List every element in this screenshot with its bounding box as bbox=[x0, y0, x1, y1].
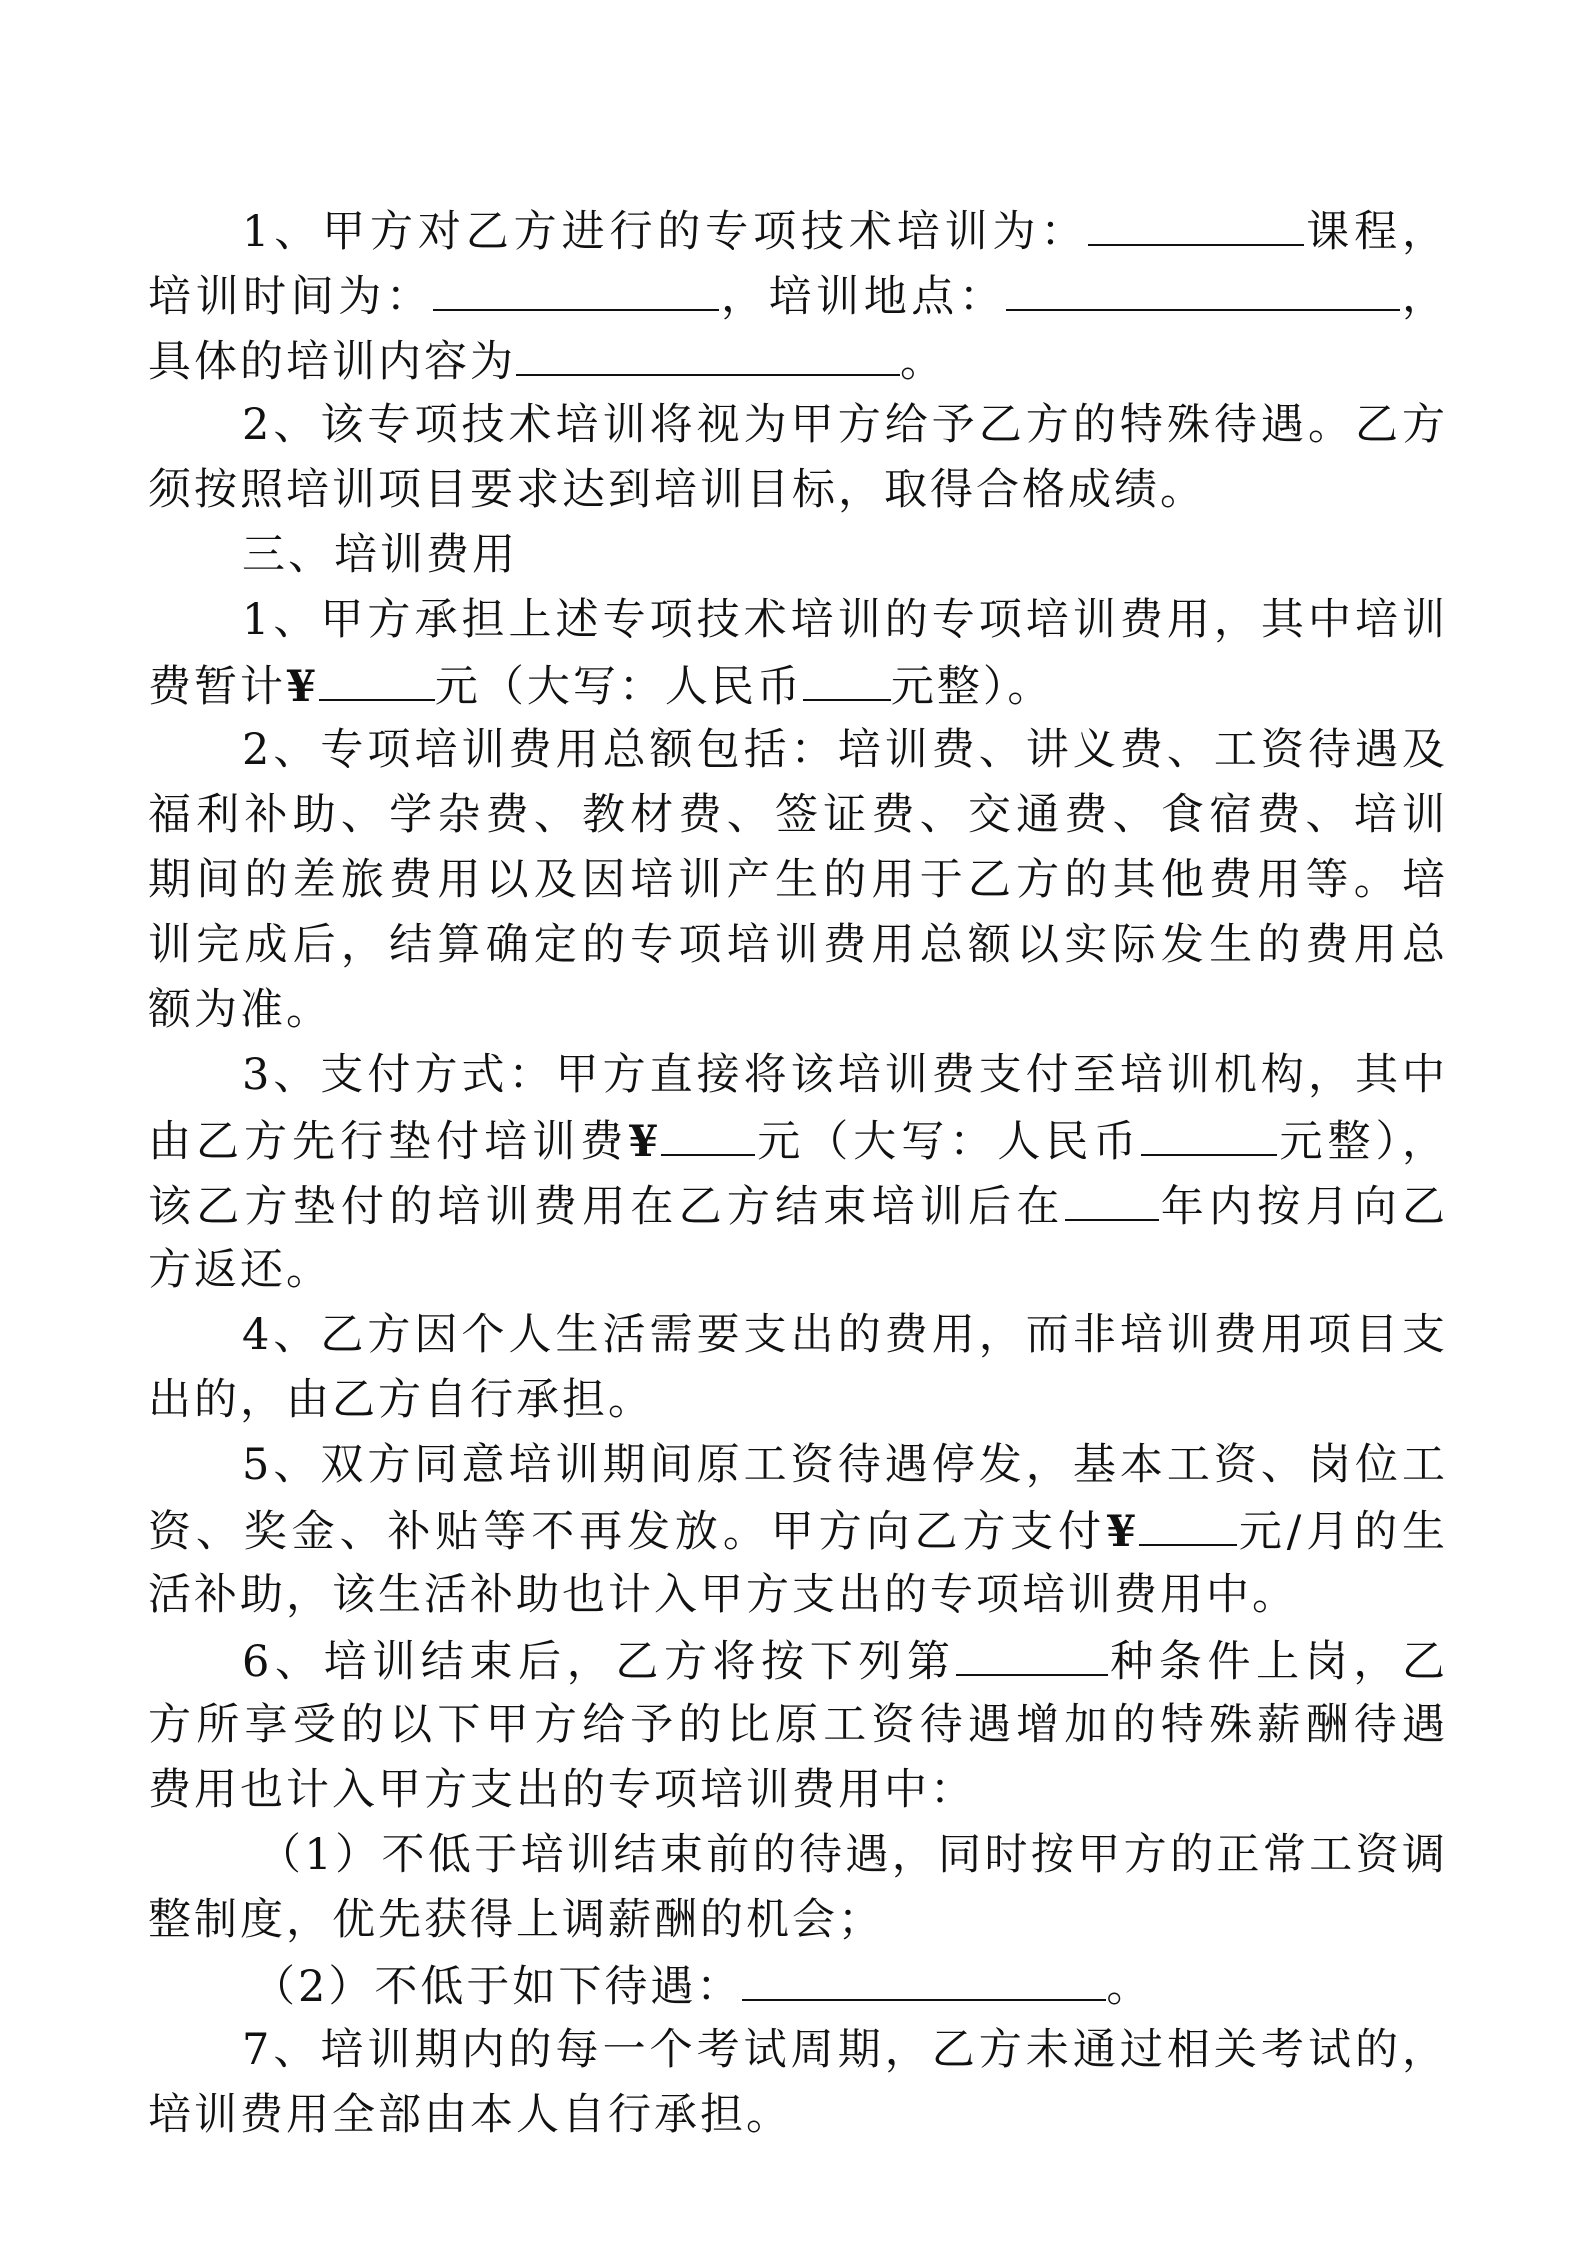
paragraph-line bbox=[148, 1173, 1448, 1238]
fill-in-blank-amount[interactable] bbox=[319, 653, 435, 701]
fill-in-blank-advance-amount[interactable] bbox=[661, 1108, 755, 1156]
text-run: 培训时间为： bbox=[148, 272, 434, 322]
text-run: 元整）， bbox=[1277, 1117, 1449, 1167]
text-run: 。 bbox=[1106, 1962, 1153, 2012]
paragraph-line bbox=[148, 1498, 1448, 1563]
paragraph-line: 福利补助、学杂费、教材费、签证费、交通费、食宿费、培训 bbox=[148, 790, 1448, 840]
fill-in-blank-years[interactable] bbox=[1065, 1173, 1159, 1221]
fill-in-blank-training-location[interactable] bbox=[1006, 263, 1400, 311]
paragraph-line: 2、该专项技术培训将视为甲方给予乙方的特殊待遇。乙方 bbox=[242, 400, 1448, 450]
paragraph-line: 4、乙方因个人生活需要支出的费用，而非培训费用项目支 bbox=[242, 1310, 1448, 1360]
paragraph-line: 整制度，优先获得上调薪酬的机会； bbox=[148, 1895, 884, 1945]
text-run: 资、奖金、补贴等不再发放。甲方向乙方支付 bbox=[148, 1507, 1107, 1557]
text-run: 6、培训结束后，乙方将按下列第 bbox=[242, 1637, 956, 1687]
text-run: 元（大写：人民币 bbox=[755, 1117, 1142, 1167]
paragraph-line bbox=[148, 328, 1448, 393]
paragraph-line bbox=[148, 1108, 1448, 1173]
paragraph-line: 1、甲方承担上述专项技术培训的专项培训费用，其中培训 bbox=[242, 595, 1448, 645]
text-run: 元（大写：人民币 bbox=[434, 662, 803, 712]
paragraph-line: 期间的差旅费用以及因培训产生的用于乙方的其他费用等。培 bbox=[148, 855, 1448, 905]
fill-in-blank-training-content[interactable] bbox=[516, 328, 900, 376]
text-run: 。 bbox=[900, 337, 946, 387]
paragraph-line bbox=[148, 1953, 1448, 2018]
text-run: 费暂计 bbox=[148, 662, 286, 712]
paragraph-line bbox=[148, 1628, 1448, 1693]
text-run: （2）不低于如下待遇： bbox=[252, 1962, 743, 2012]
fill-in-blank-course[interactable] bbox=[1088, 198, 1304, 246]
paragraph-line: （1）不低于培训结束前的待遇，同时按甲方的正常工资调 bbox=[258, 1830, 1448, 1880]
text-run: ， bbox=[1400, 272, 1449, 322]
text-run: 该乙方垫付的培训费用在乙方结束培训后在 bbox=[148, 1182, 1065, 1232]
text-run: 元整）。 bbox=[890, 662, 1054, 712]
fill-in-blank-amount-words[interactable] bbox=[803, 653, 891, 701]
paragraph-line: 费用也计入甲方支出的专项培训费用中： bbox=[148, 1765, 976, 1815]
currency-symbol: ¥ bbox=[628, 1117, 662, 1167]
paragraph-line: 5、双方同意培训期间原工资待遇停发，基本工资、岗位工 bbox=[242, 1440, 1448, 1490]
paragraph-line: 活补助，该生活补助也计入甲方支出的专项培训费用中。 bbox=[148, 1570, 1298, 1620]
currency-symbol: ¥ bbox=[286, 662, 319, 712]
paragraph-line: 训完成后，结算确定的专项培训费用总额以实际发生的费用总 bbox=[148, 920, 1448, 970]
paragraph-line bbox=[148, 263, 1448, 328]
paragraph-line: 出的，由乙方自行承担。 bbox=[148, 1375, 654, 1425]
text-run: 年内按月向乙 bbox=[1158, 1182, 1449, 1232]
document-page bbox=[148, 198, 1449, 2140]
fill-in-blank-advance-amount-words[interactable] bbox=[1141, 1108, 1277, 1156]
text-run: 具体的培训内容为 bbox=[148, 337, 516, 387]
paragraph-line: 须按照培训项目要求达到培训目标，取得合格成绩。 bbox=[148, 465, 1206, 515]
fill-in-blank-training-time[interactable] bbox=[433, 263, 719, 311]
fill-in-blank-other-treatment[interactable] bbox=[742, 1953, 1106, 2001]
paragraph-line: 2、专项培训费用总额包括：培训费、讲义费、工资待遇及 bbox=[242, 725, 1448, 775]
text-run: 种条件上岗，乙 bbox=[1107, 1637, 1449, 1687]
text-run: 元/月的生 bbox=[1236, 1507, 1448, 1557]
text-run: 由乙方先行垫付培训费 bbox=[148, 1117, 629, 1167]
paragraph-line: 3、支付方式：甲方直接将该培训费支付至培训机构，其中 bbox=[242, 1050, 1448, 1100]
paragraph-line: 方所享受的以下甲方给予的比原工资待遇增加的特殊薪酬待遇 bbox=[148, 1700, 1448, 1750]
text-run: ，培训地点： bbox=[719, 272, 1007, 322]
paragraph-line: 额为准。 bbox=[148, 985, 332, 1035]
paragraph-line: 7、培训期内的每一个考试周期，乙方未通过相关考试的， bbox=[242, 2025, 1448, 2075]
paragraph-line: 方返还。 bbox=[148, 1245, 332, 1295]
paragraph-line bbox=[148, 653, 1448, 718]
fill-in-blank-monthly-allowance[interactable] bbox=[1139, 1498, 1237, 1546]
paragraph-line: 培训费用全部由本人自行承担。 bbox=[148, 2090, 792, 2140]
fill-in-blank-condition-number[interactable] bbox=[956, 1628, 1108, 1676]
text-run: 课程， bbox=[1304, 207, 1449, 257]
paragraph-line bbox=[148, 198, 1448, 263]
text-run: 1、甲方对乙方进行的专项技术培训为： bbox=[242, 207, 1089, 257]
currency-symbol: ¥ bbox=[1106, 1507, 1139, 1557]
section-heading: 三、培训费用 bbox=[242, 530, 518, 580]
